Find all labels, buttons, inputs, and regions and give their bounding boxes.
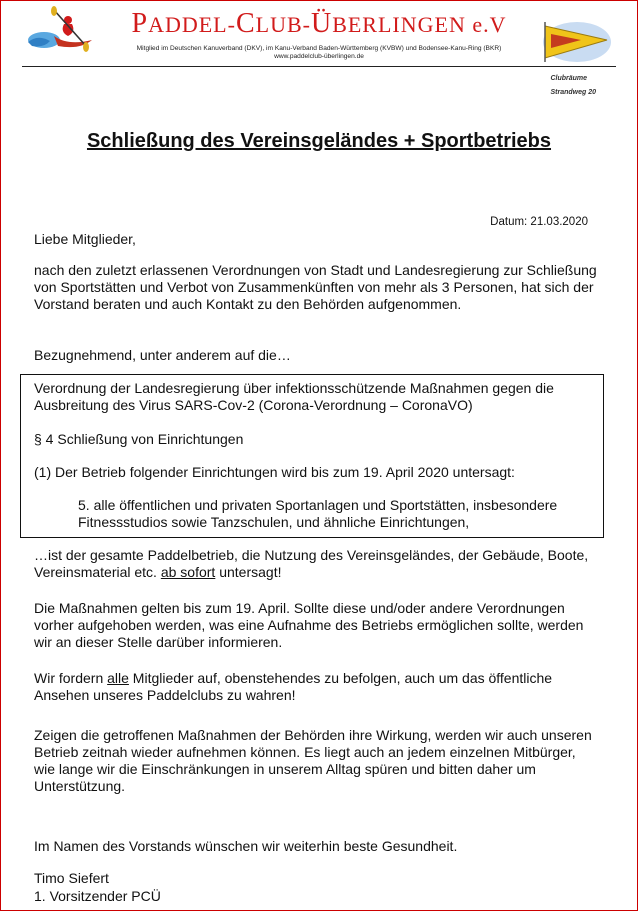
paragraph-intro: nach den zuletzt erlassenen Verordnungen von Stadt und Landesregierung zur Schließung von Sportstätten und Verbot von Zusammenkünften von mehr als 3 Personen, hat sich der Vorstand beraten und auch Kontakt zu den Behörden aufgenommen.	[34, 262, 597, 312]
signer-role: 1. Vorsitzender PCÜ	[34, 888, 161, 904]
greeting: Liebe Mitglieder,	[34, 231, 136, 247]
quote-regulation-title: Verordnung der Landesregierung über infektionsschützende Maßnahmen gegen die Ausbreitung des Virus SARS-Cov-2 (Corona-Verordnung – CoronaVO)	[34, 380, 554, 413]
clubroom-label: Clubräume	[550, 75, 588, 82]
association-line: Mitglied im Deutschen Kanuverband (DKV), im Kanu-Verband Baden-Württemberg (KVBW) und Bodensee-Kanu-Ring (BKR)	[136, 45, 502, 52]
club-name: PADDEL-CLUB-ÜBERLINGEN e.V	[131, 8, 507, 39]
clubroom-street: Strandweg 20	[550, 89, 596, 96]
regulation-quote-box	[20, 374, 604, 538]
paragraph-ban: …ist der gesamte Paddelbetrieb, die Nutzung des Vereinsgeländes, der Gebäude, Boote, Vereinsmaterial etc. ab sofort untersagt!	[34, 547, 589, 580]
paragraph-outlook: Zeigen die getroffenen Maßnahmen der Behörden ihre Wirkung, werden wir auch unseren Betrieb zeitnah wieder aufnehmen können. Es liegt auch an jedem einzelnen Mitbürger, wie lange wir die Einschränkungen in unserem Alltag spüren und bitten daher um Unterstützung.	[34, 727, 592, 794]
emphasis-all: alle	[107, 670, 129, 686]
signer-name: Timo Siefert	[34, 870, 109, 886]
paragraph-duration: Die Maßnahmen gelten bis zum 19. April. Sollte diese und/oder andere Verordnungen vorher aufgehoben werden, was eine Aufnahme des Betriebs ermöglichen sollte, werden wir an dieser Stelle darüber informieren.	[34, 600, 584, 650]
header-rule	[22, 66, 616, 67]
quote-paragraph: (1) Der Betrieb folgender Einrichtungen wird bis zum 19. April 2020 untersagt:	[34, 464, 515, 480]
paddler-logo-icon	[24, 6, 100, 54]
document-title: Schließung des Vereinsgeländes + Sportbetriebs	[86, 130, 552, 152]
document-date: Datum: 21.03.2020	[490, 216, 588, 228]
website-link[interactable]: www.paddelclub-überlingen.de	[274, 53, 364, 60]
quote-item: 5. alle öffentlichen und privaten Sportanlagen und Sportstätten, insbesondere Fitnessstudios sowie Tanzschulen, und ähnliche Einrichtungen,	[78, 497, 558, 530]
quote-section: § 4 Schließung von Einrichtungen	[34, 431, 244, 447]
closing-line: Im Namen des Vorstands wünschen wir weiterhin beste Gesundheit.	[34, 838, 458, 854]
pennant-flag-icon	[541, 18, 613, 64]
paragraph-reference: Bezugnehmend, unter anderem auf die…	[34, 347, 291, 363]
clubroom-address	[550, 72, 596, 100]
paragraph-appeal: Wir fordern alle Mitglieder auf, obenstehendes zu befolgen, auch um das öffentliche Ansehen unseres Paddelclubs zu wahren!	[34, 670, 553, 703]
emphasis-immediately: ab sofort	[160, 564, 216, 580]
